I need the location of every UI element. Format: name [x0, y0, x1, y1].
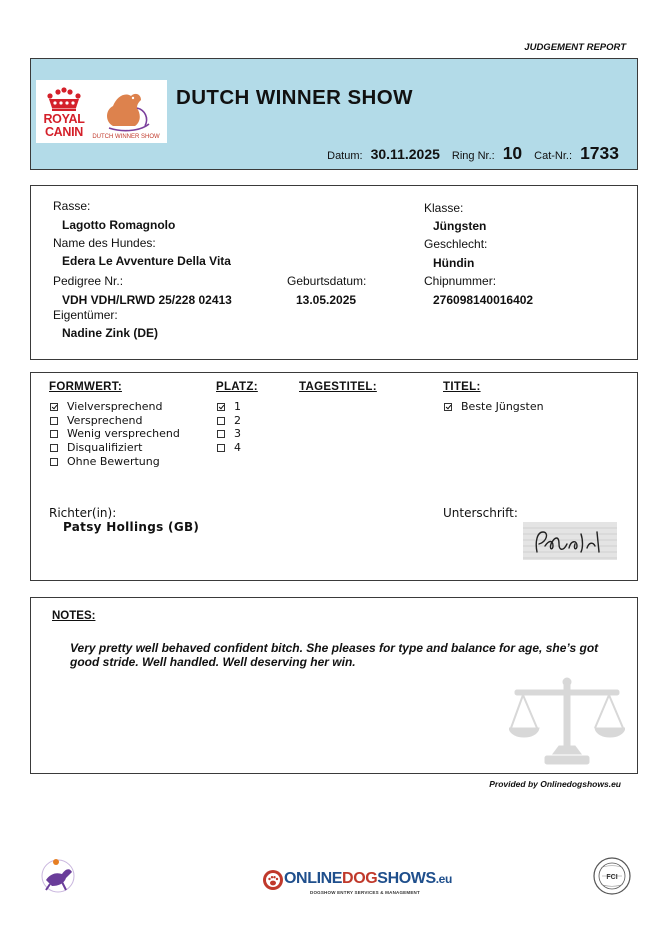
judge-label: Richter(in): [49, 506, 117, 520]
checkbox-icon[interactable] [50, 430, 58, 438]
royal-canin-line2: CANIN [44, 125, 84, 139]
report-type-label: JUDGEMENT REPORT [524, 42, 626, 53]
cat-label: Cat-Nr.: [534, 150, 573, 162]
checkbox-icon[interactable] [50, 417, 58, 425]
show-dog-emblem-icon [91, 86, 161, 132]
ods-wordmark-part1: ONLINE [284, 870, 343, 887]
dws-caption: DUTCH WINNER SHOW [92, 134, 160, 140]
fci-seal-icon [592, 856, 632, 896]
formwert-option[interactable] [50, 455, 160, 468]
dog-agility-logo-icon [40, 856, 78, 894]
owner-label: Eigentümer: [53, 308, 118, 322]
ods-wordmark-tld: .eu [435, 872, 452, 886]
pedigree-value: VDH VDH/LRWD 25/228 02413 [62, 293, 232, 307]
platz-option[interactable] [217, 427, 241, 440]
platz-heading: PLATZ: [216, 381, 258, 393]
sex-value: Hündin [433, 256, 475, 270]
platz-option[interactable] [217, 400, 241, 413]
provided-by-note: Provided by Onlinedogshows.eu [489, 779, 621, 789]
dutch-winner-show-logo [91, 86, 161, 140]
show-meta [327, 143, 619, 164]
fci-seal-text: FCI [606, 874, 618, 881]
ods-wordmark [284, 870, 452, 888]
checkbox-icon[interactable] [217, 444, 225, 452]
formwert-option-label: Versprechend [67, 414, 143, 427]
platz-option-label: 2 [234, 414, 241, 427]
birthdate-value: 13.05.2025 [296, 293, 357, 307]
checkbox-icon[interactable] [217, 417, 225, 425]
pedigree-label: Pedigree Nr.: [53, 274, 124, 288]
scales-watermark-icon [509, 676, 625, 768]
notes-text: Very pretty well behaved confident bitch. She pleases for type and balance for age, she’s got good stride. Well handled. Well deserving her win. [70, 641, 599, 669]
sex-label: Geschlecht: [424, 237, 488, 251]
breed-label: Rasse: [53, 199, 91, 213]
ring-value: 10 [502, 143, 523, 163]
signature-label: Unterschrift: [443, 506, 518, 520]
notes-section [30, 597, 638, 774]
formwert-option-label: Wenig versprechend [67, 427, 180, 440]
class-label: Klasse: [424, 201, 464, 215]
dog-info-section [30, 185, 638, 360]
notes-heading: NOTES: [52, 610, 96, 622]
crown-icon [41, 87, 87, 111]
checkbox-checked-icon[interactable] [50, 403, 58, 411]
dog-name-label: Name des Hundes: [53, 236, 156, 250]
signature-image [523, 522, 617, 560]
formwert-option[interactable] [50, 427, 180, 440]
checkbox-icon[interactable] [217, 430, 225, 438]
ods-wordmark-part3: SHOWS [377, 870, 436, 887]
ring-label: Ring Nr.: [451, 150, 495, 162]
titel-heading: TITEL: [443, 381, 481, 393]
paw-badge-icon [262, 864, 284, 894]
cat-value: 1733 [580, 143, 619, 163]
class-value: Jüngsten [433, 219, 487, 233]
datum-value: 30.11.2025 [370, 146, 440, 162]
show-title: DUTCH WINNER SHOW [176, 86, 413, 109]
formwert-option[interactable] [50, 414, 142, 427]
sponsor-logos [36, 80, 167, 143]
platz-option-label: 4 [234, 441, 241, 454]
onlinedogshows-logo [262, 864, 452, 900]
dog-name-value: Edera Le Avventure Della Vita [62, 254, 231, 268]
platz-option-label: 3 [234, 427, 241, 440]
formwert-option[interactable] [50, 441, 142, 454]
checkbox-checked-icon[interactable] [444, 403, 452, 411]
checkbox-icon[interactable] [50, 444, 58, 452]
royal-canin-logo [41, 87, 87, 141]
chip-label: Chipnummer: [424, 274, 497, 288]
formwert-option-label: Vielversprechend [67, 400, 163, 413]
platz-option-label: 1 [234, 400, 241, 413]
platz-option[interactable] [217, 414, 241, 427]
fci-logo [592, 856, 632, 896]
formwert-option-label: Ohne Bewertung [67, 455, 160, 468]
titel-option[interactable] [444, 400, 544, 413]
judge-name: Patsy Hollings (GB) [63, 520, 200, 534]
tagestitel-heading: TAGESTITEL: [299, 381, 377, 393]
judging-section [30, 372, 638, 581]
checkbox-icon[interactable] [50, 458, 58, 466]
formwert-option[interactable] [50, 400, 162, 413]
breed-value: Lagotto Romagnolo [62, 218, 176, 232]
royal-canin-line1: ROYAL [43, 112, 85, 126]
chip-value: 276098140016402 [433, 293, 534, 307]
ods-tagline: DOGSHOW ENTRY SERVICES & MANAGEMENT [310, 890, 420, 895]
birthdate-label: Geburtsdatum: [287, 274, 367, 288]
formwert-option-label: Disqualifiziert [67, 441, 143, 454]
checkbox-checked-icon[interactable] [217, 403, 225, 411]
report-header [30, 58, 638, 170]
datum-label: Datum: [327, 150, 363, 162]
formwert-heading: FORMWERT: [49, 381, 122, 393]
titel-option-label: Beste Jüngsten [461, 400, 544, 413]
owner-value: Nadine Zink (DE) [62, 326, 159, 340]
ods-wordmark-part2: DOG [342, 870, 378, 887]
platz-option[interactable] [217, 441, 241, 454]
